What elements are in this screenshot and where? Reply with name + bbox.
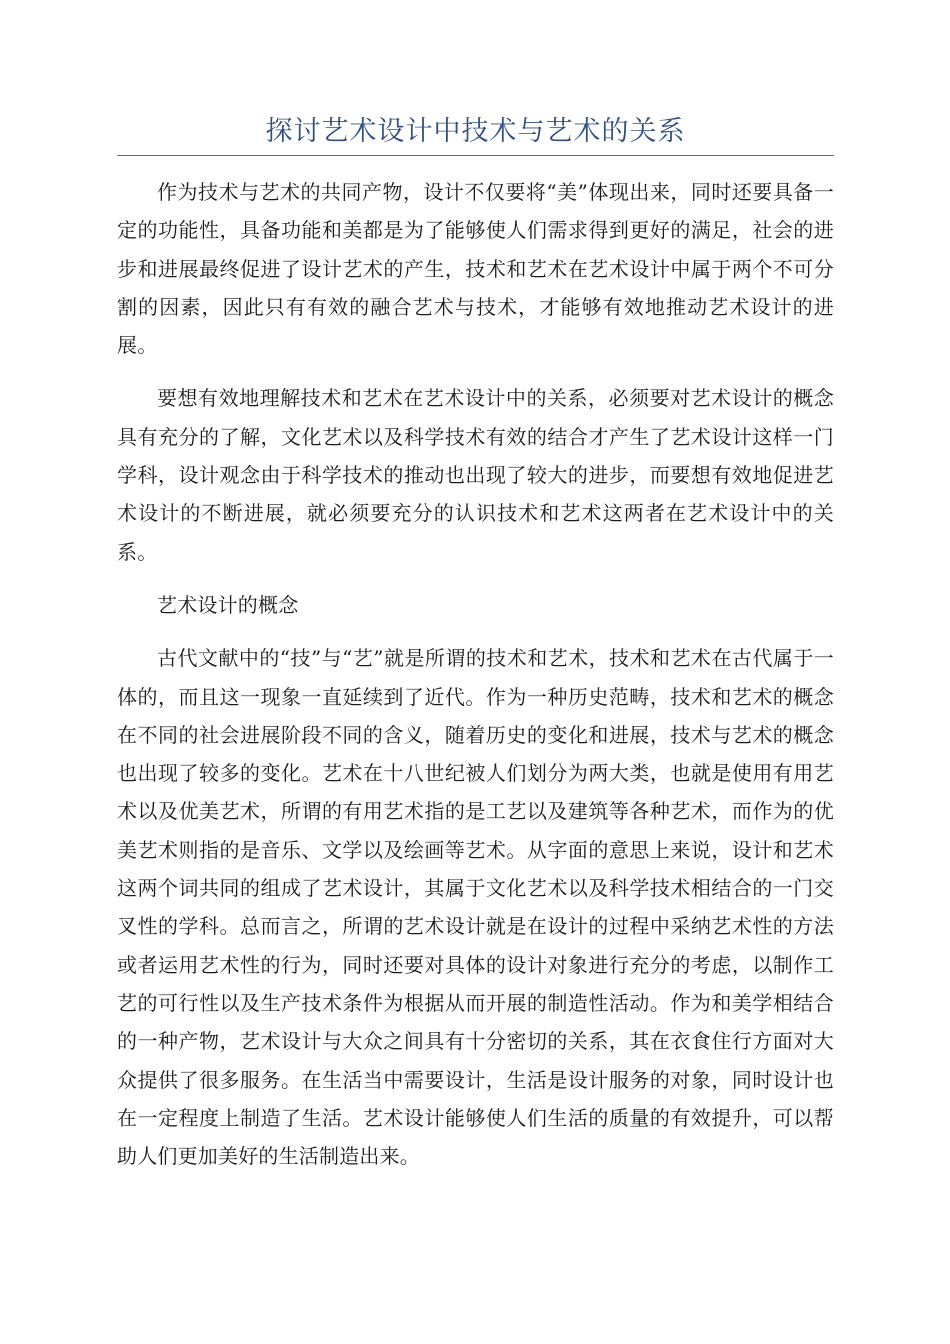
- document-body: [117, 173, 834, 1190]
- paragraph-relationship: 要想有效地理解技术和艺术在艺术设计中的关系，必须要对艺术设计的概念具有充分的了解，文化艺术以及科学技术有效的结合才产生了艺术设计这样一门学科，设计观念由于科学技术的推动也出现了较大的进步，而要想有效地促进艺术设计的不断进展，就必须要充分的认识技术和艺术这两者在艺术设计中的关系。: [117, 386, 834, 564]
- section-heading: 艺术设计的概念: [157, 592, 299, 617]
- paragraph-concept: 古代文献中的“技”与“艺”就是所谓的技术和艺术，技术和艺术在古代属于一体的，而且这一现象一直延续到了近代。作为一种历史范畴，技术和艺术的概念在不同的社会进展阶段不同的含义，随着历史的变化和进展，技术与艺术的概念也出现了较多的变化。艺术在十八世纪被人们划分为两大类，也就是使用有用艺术以及优美艺术，所谓的有用艺术指的是工艺以及建筑等各种艺术，而作为的优美艺术则指的是音乐、文学以及绘画等艺术。从字面的意思上来说，设计和艺术这两个词共同的组成了艺术设计，其属于文化艺术以及科学技术相结合的一门交叉性的学科。总而言之，所谓的艺术设计就是在设计的过程中采纳艺术性的方法或者运用艺术性的行为，同时还要对具体的设计对象进行充分的考虑，以制作工艺的可行性以及生产技术条件为根据从而开展的制造性活动。作为和美学相结合的一种产物，艺术设计与大众之间具有十分密切的关系，其在衣食住行方面对大众提供了很多服务。在生活当中需要设计，生活是设计服务的对象，同时设计也在一定程度上制造了生活。艺术设计能够使人们生活的质量的有效提升，可以帮助人们更加美好的生活制造出来。: [117, 646, 834, 1169]
- paragraph-intro: 作为技术与艺术的共同产物，设计不仅要将“美”体现出来，同时还要具备一定的功能性，具备功能和美都是为了能够使人们需求得到更好的满足，社会的进步和进展最终促进了设计艺术的产生，技术和艺术在艺术设计中属于两个不可分割的因素，因此只有有效的融合艺术与技术，才能够有效地推动艺术设计的进展。: [117, 180, 834, 358]
- page-title: 探讨艺术设计中技术与艺术的关系: [265, 116, 686, 147]
- title-underline: [117, 155, 834, 156]
